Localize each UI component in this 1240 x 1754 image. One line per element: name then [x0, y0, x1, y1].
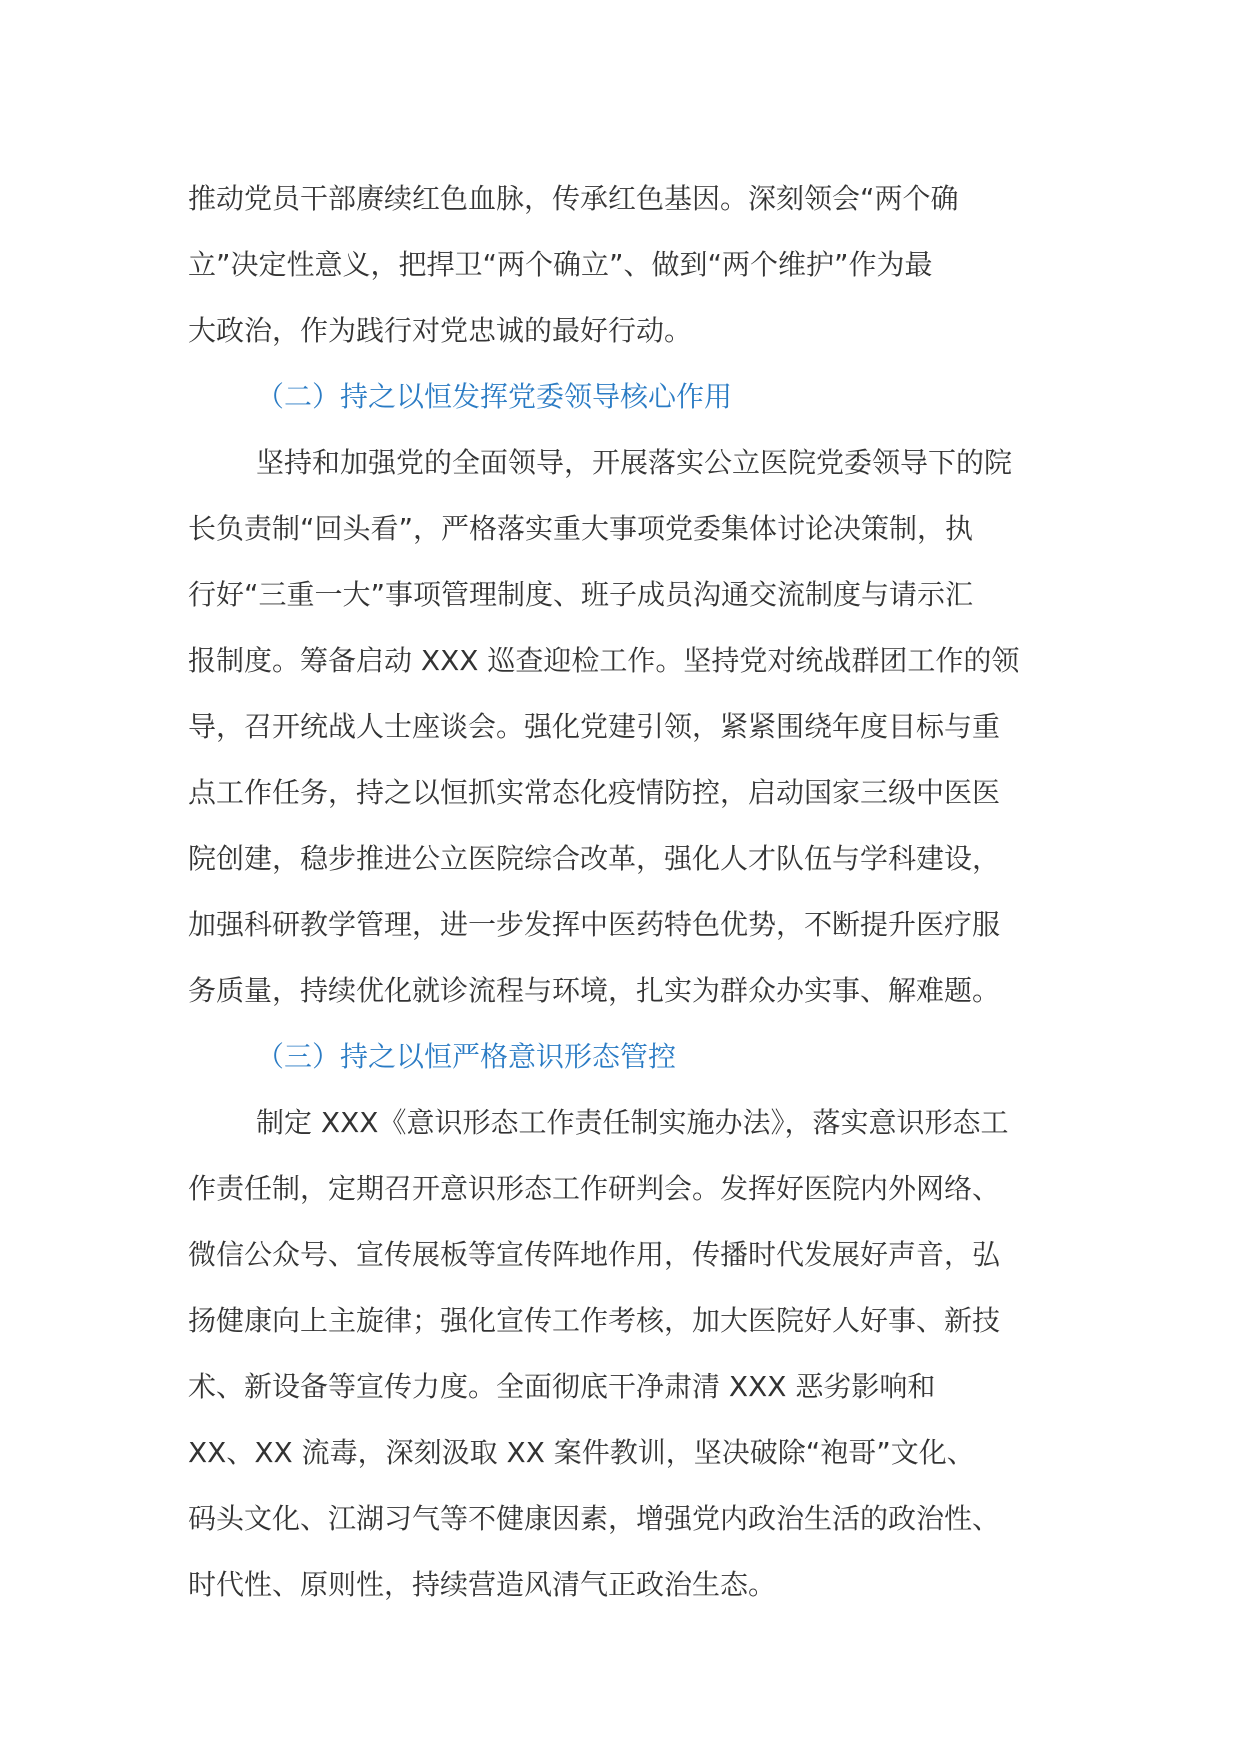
paragraph-line: 报制度。筹备启动 XXX 巡查迎检工作。坚持党对统战群团工作的领 [188, 644, 1020, 677]
paragraph-line: 扬健康向上主旋律；强化宣传工作考核，加大医院好人好事、新技 [188, 1304, 1001, 1337]
paragraph-line: 推动党员干部赓续红色血脉，传承红色基因。深刻领会“两个确 [188, 182, 959, 215]
paragraph-line: 加强科研教学管理，进一步发挥中医药特色优势，不断提升医疗服 [188, 908, 1001, 941]
paragraph-line: 大政治，作为践行对党忠诚的最好行动。 [188, 314, 693, 347]
paragraph-line: 时代性、原则性，持续营造风清气正政治生态。 [188, 1568, 777, 1601]
paragraph-line: 点工作任务，持之以恒抓实常态化疫情防控，启动国家三级中医医 [188, 776, 1001, 809]
paragraph-line: 院创建，稳步推进公立医院综合改革，强化人才队伍与学科建设， [188, 842, 1001, 875]
paragraph-line: 作责任制，定期召开意识形态工作研判会。发挥好医院内外网络、 [188, 1172, 1001, 1205]
paragraph-line: 坚持和加强党的全面领导，开展落实公立医院党委领导下的院 [256, 446, 1013, 479]
paragraph-line: 微信公众号、宣传展板等宣传阵地作用，传播时代发展好声音，弘 [188, 1238, 1001, 1271]
paragraph-line: 导，召开统战人士座谈会。强化党建引领，紧紧围绕年度目标与重 [188, 710, 1001, 743]
paragraph-line: 长负责制“回头看”，严格落实重大事项党委集体讨论决策制，执 [188, 512, 974, 545]
paragraph-line: 行好“三重一大”事项管理制度、班子成员沟通交流制度与请示汇 [188, 578, 974, 611]
paragraph-line: 术、新设备等宣传力度。全面彻底干净肃清 XXX 恶劣影响和 [188, 1370, 936, 1403]
paragraph-line: 制定 XXX《意识形态工作责任制实施办法》，落实意识形态工 [256, 1106, 1009, 1139]
paragraph-line: 码头文化、江湖习气等不健康因素，增强党内政治生活的政治性、 [188, 1502, 1001, 1535]
paragraph-line: 立”决定性意义，把捍卫“两个确立”、做到“两个维护”作为最 [188, 248, 933, 281]
section-heading-2: （二）持之以恒发挥党委领导核心作用 [256, 380, 733, 413]
section-heading-3: （三）持之以恒严格意识形态管控 [256, 1040, 677, 1073]
paragraph-line: 务质量，持续优化就诊流程与环境，扎实为群众办实事、解难题。 [188, 974, 1001, 1007]
document-body [188, 166, 1056, 1618]
paragraph-line: XX、XX 流毒，深刻汲取 XX 案件教训，坚决破除“袍哥”文化、 [188, 1436, 975, 1469]
